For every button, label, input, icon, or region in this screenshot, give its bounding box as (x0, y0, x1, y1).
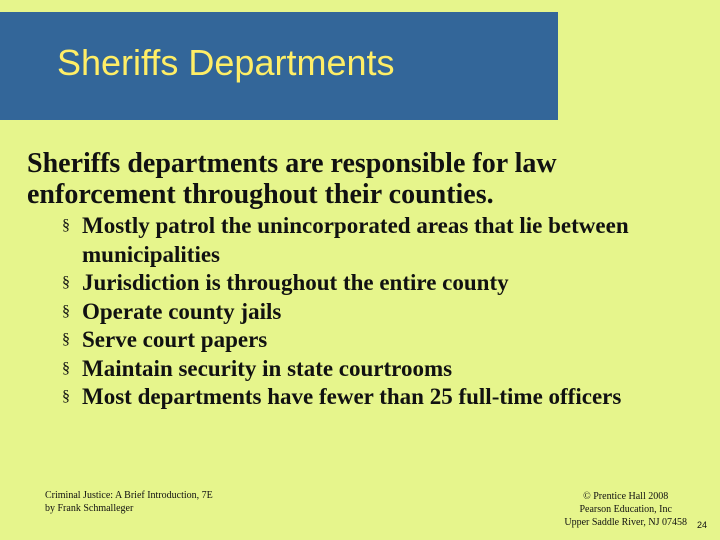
bullet-marker-icon: § (62, 274, 70, 291)
bullet-marker-icon: § (62, 217, 70, 234)
bullet-item-court-papers (62, 326, 662, 355)
copyright: © Prentice Hall 2008 (583, 491, 669, 502)
bullet-list (62, 212, 662, 412)
intro-text: Sheriffs departments are responsible for law enforcement throughout their counties. (27, 148, 557, 210)
bullet-text: Serve court papers (82, 327, 268, 352)
bullet-text: Mostly patrol the unincorporated areas that lie between municipalities (82, 213, 629, 267)
bullet-marker-icon: § (62, 302, 70, 320)
bullet-item-patrol (62, 212, 662, 269)
page-number: 24 (697, 520, 708, 530)
bullet-text: Operate county jails (82, 298, 282, 324)
bullet-item-department-size (62, 383, 662, 412)
footer-publisher-info (564, 490, 687, 529)
publisher-location: Upper Saddle River, NJ 07458 (564, 517, 687, 528)
slide-title: Sheriffs Departments (57, 42, 395, 83)
bullet-marker-icon: § (62, 359, 70, 377)
bullet-text: Most departments have fewer than 25 full-time officers (82, 384, 622, 409)
book-author: by Frank Schmalleger (45, 502, 134, 514)
bullet-text: Maintain security in state courtrooms (82, 355, 453, 381)
bullet-item-jurisdiction (62, 269, 662, 298)
bullet-item-courtroom-security (62, 355, 662, 384)
bullet-marker-icon: § (62, 388, 70, 405)
bullet-marker-icon: § (62, 331, 70, 348)
bullet-text: Jurisdiction is throughout the entire county (82, 270, 509, 295)
footer-book-info (45, 490, 213, 515)
book-title: Criminal Justice: A Brief Introduction, 7E (45, 490, 213, 501)
bullet-item-jails (62, 298, 662, 327)
publisher: Pearson Education, Inc (579, 504, 672, 515)
